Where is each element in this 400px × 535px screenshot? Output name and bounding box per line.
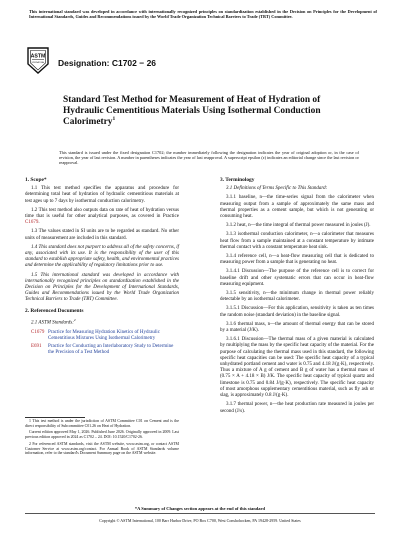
right-column <box>220 177 374 418</box>
definition-baseline: 3.1.1 baseline, n—the time-series signal from the calorimeter when measuring output from a sample of approximately the same mass and thermal properties as a cement sample, but which is not generating or consuming heat. <box>220 195 374 220</box>
page-footer-divider <box>25 513 375 514</box>
paragraph-3-1: 3.1 Definitions of Terms Specific to This Standard: <box>226 186 328 192</box>
definition-thermal-power: 3.1.7 thermal power, n—the heat production rate measured in joules per second (J/s). <box>220 402 374 414</box>
title-footnote-mark[interactable]: 1 <box>112 115 116 122</box>
astm-logo-icon <box>27 47 49 74</box>
svg-text:INTERNATIONAL: INTERNATIONAL <box>31 63 45 64</box>
referenced-documents-heading: 2. Referenced Documents <box>25 307 84 314</box>
discussion-sensitivity: 3.1.5.1 Discussion—For this application, sensitivity is taken as ten times the random noise (standard deviation) in the baseline signal. <box>220 306 374 318</box>
issue-note: This standard is issued under the fixed designation C1702; the number immediately following the designation indicates the year of original adoption or, in the case of revision, the year of last revision. A number in parentheses indicates the year of last reapproval. A superscript epsilon (ε) indicates an editorial change since the last revision or reapproval. <box>59 150 359 166</box>
designation: Designation: C1702 − 26 <box>58 58 157 68</box>
reference-item[interactable] <box>31 344 179 356</box>
paragraph-1-5: 1.5 This international standard was developed in accordance with internationally recognized principles on standardization established in the Decision on Principles for the Development of International Standards, Guides and Recommendations issued by the World Trade Organization Technical Barriers to Trade (TBT) Committee. <box>25 272 179 303</box>
definition-reference-cell: 3.1.4 reference cell, n—a heat-flow measuring cell that is dedicated to measuring power from a sample that is generating no heat. <box>220 254 374 266</box>
paragraph-1-2 <box>25 208 179 227</box>
definition-isothermal-calorimeter: 3.1.3 isothermal conduction calorimeter, n—a calorimeter that measures heat flow from a sample maintained at a constant temperature by intimate thermal contact with a constant temperature heat sink. <box>220 232 374 250</box>
paragraph-2-1 <box>25 317 179 327</box>
footnote-1-edition: Current edition approved May 1, 2026. Published June 2026. Originally approved in 2009. Last previous edition approved in 2024 as C1702 – 24. DOI: 10.1520/C1702-26. <box>25 430 179 440</box>
title-text: Standard Test Method for Measurement of Heat of Hydration of Hydraulic Cementitious Materials Using Isothermal Conduction Calorimetry <box>63 95 321 127</box>
footnote-1: 1 This test method is under the jurisdiction of ASTM Committee C01 on Cement and is the direct responsibility of Subcommittee C01.26 on Heat of Hydration. <box>25 419 179 428</box>
reference-item[interactable] <box>31 330 179 342</box>
svg-text:ASTM: ASTM <box>30 53 46 60</box>
footnotes <box>25 419 179 458</box>
terminology-heading: 3. Terminology <box>220 177 255 183</box>
document-title <box>63 95 363 128</box>
summary-of-changes-note: *A Summary of Changes section appears at the end of this standard <box>134 506 266 511</box>
copyright-footer: Copyright © ASTM International, 100 Barr Harbor Drive, PO Box C700, West Conshohocken, PA 19428-2959. United States <box>99 518 301 523</box>
paragraph-1-2-text: 1.2 This test method also outputs data on rate of heat of hydration versus time that is useful for other analytical purposes, as covered in Practice <box>25 207 179 220</box>
reference-title[interactable]: Practice for Measuring Hydration Kinetics of Hydraulic Cementitious Mixtures Using Isothermal Calorimetry <box>48 329 160 341</box>
discussion-reference-cell: 3.1.4.1 Discussion—The purpose of the reference cell is to correct for baseline drift and other systematic errors that can occur in heat-flow measuring equipment. <box>220 269 374 287</box>
scope-heading: 1. Scope* <box>25 177 47 183</box>
top-notice: This international standard was developed in accordance with internationally recognized principles on standardization established in the Decision on Principles for the Development of International Standards, Guides and Recommendations issued by the World Trade Organization Technical Barriers to Trade (TBT) Committee. <box>29 9 377 19</box>
paragraph-1-3: 1.3 The values stated in SI units are to be regarded as standard. No other units of measurement are included in this standard. <box>25 229 179 241</box>
reference-code[interactable]: E691 <box>31 343 42 349</box>
definition-thermal-mass: 3.1.6 thermal mass, n—the amount of thermal energy that can be stored by a material (J/K). <box>220 321 374 334</box>
paragraph-1-1: 1.1 This test method specifies the apparatus and procedure for determining total heat of hydration of hydraulic cementitious materials at test ages up to 7 days by isothermal conduction calorimetry. <box>25 186 179 204</box>
paragraph-1-2-end: . <box>38 220 40 226</box>
footnote-2-mark[interactable]: 2 <box>73 317 76 322</box>
definition-sensitivity: 3.1.5 sensitivity, n—the minimum change in thermal power reliably detectable by an isothermal calorimeter. <box>220 291 374 303</box>
footnote-divider <box>25 417 85 418</box>
paragraph-2-1-text: 2.1 ASTM Standards: <box>31 320 74 326</box>
footnote-2: 2 For referenced ASTM standards, visit the ASTM website, www.astm.org, or contact ASTM Customer Service at www.astm.org/contact. For Annual Book of ASTM Standards volume information, refer to the standard's Document Summary page on the ASTM website. <box>25 441 179 456</box>
discussion-thermal-mass: 3.1.6.1 Discussion—The thermal mass of a given material is calculated by multiplying the mass by the specific heat capacity of the material. For the purpose of calculating the thermal mass used in this standard, the following specific heat capacities can be used: The specific heat capacity of a typical unhydrated portland cement and water is 0.75 and 4.18 J/(g·K), respectively. Thus a mixture of A g of cement and B g of water has a thermal mass of (0.75 × A + 4.18 × B) J/K. The specific heat capacity of typical quartz and limestone is 0.75 and 0.84 J/(g·K), respectively. The specific heat capacity of most amorphous supplementary cementitious material, such as fly ash or slag, is approximately 0.8 J/(g·K). <box>220 337 374 399</box>
reference-title[interactable]: Practice for Conducting an Interlaboratory Study to Determine the Precision of a Test Method <box>48 343 174 355</box>
reference-code[interactable]: C1679 <box>31 329 45 335</box>
c1679-link[interactable]: C1679 <box>25 220 39 226</box>
left-column <box>25 177 179 358</box>
definition-heat: 3.1.2 heat, n—the time integral of thermal power measured in joules (J). <box>226 223 371 229</box>
paragraph-1-4: 1.4 This standard does not purport to address all of the safety concerns, if any, associated with its use. It is the responsibility of the user of this standard to establish appropriate safety, health, and environmental practices and determine the applicability of regulatory limitations prior to use. <box>25 244 179 269</box>
